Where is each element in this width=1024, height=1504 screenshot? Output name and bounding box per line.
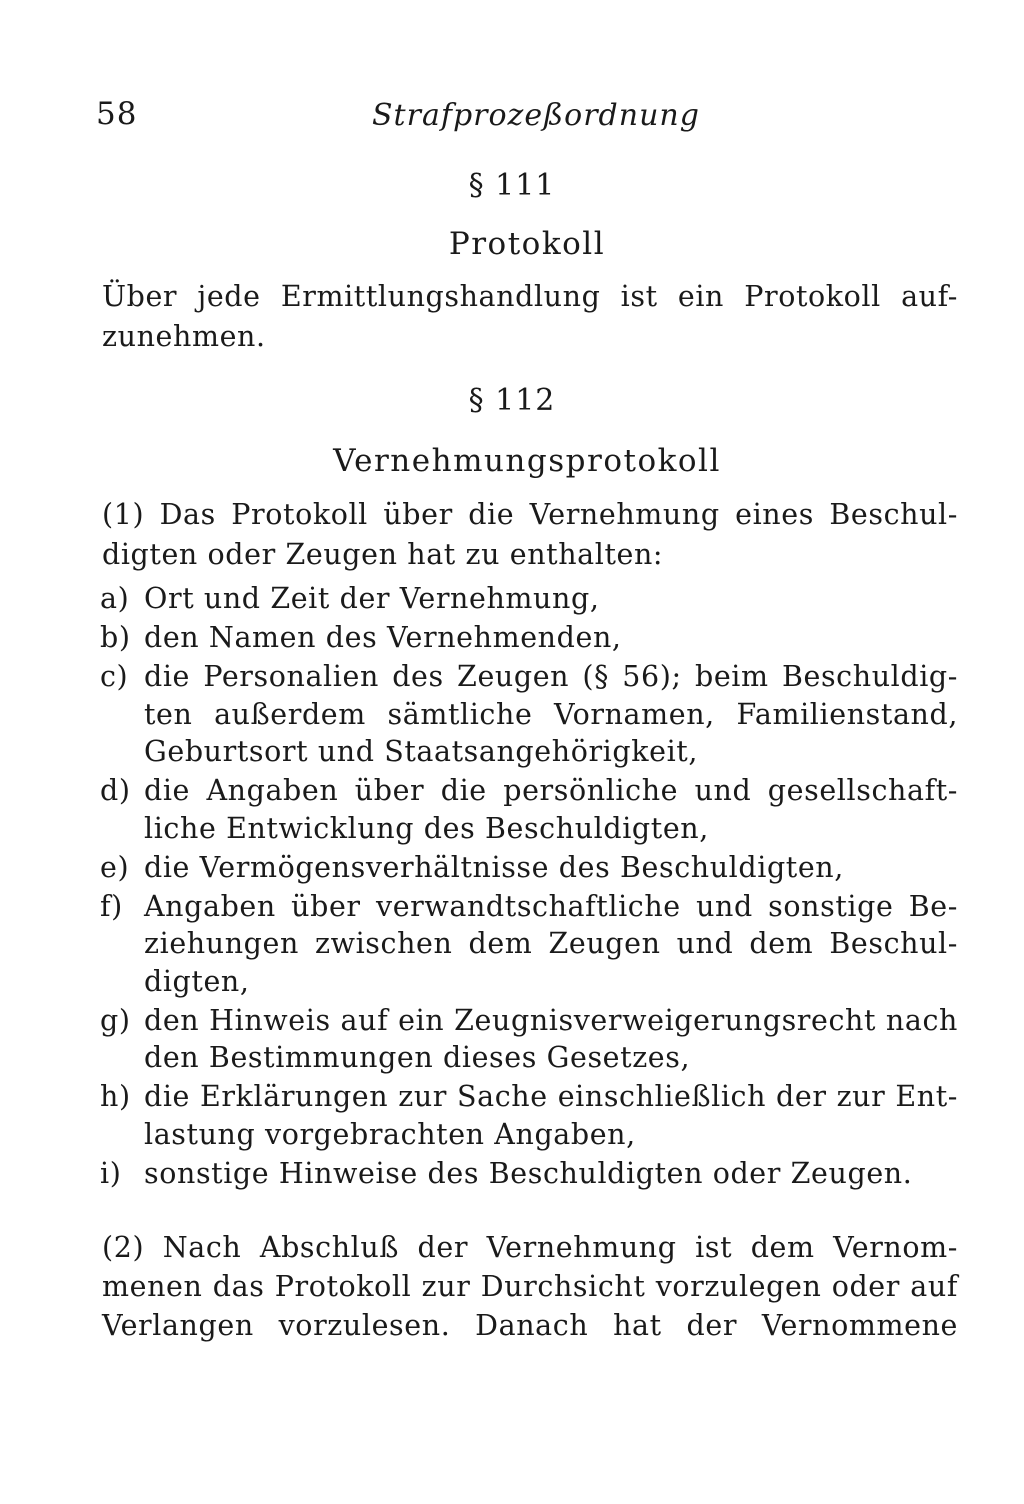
contents-list: [102, 580, 958, 1194]
list-marker: a): [100, 582, 130, 615]
list-marker: g): [100, 1003, 131, 1037]
list-marker: e): [100, 850, 130, 884]
list-item-line: die Vermögensverhältnisse des Beschuldigten,: [144, 850, 844, 884]
section-112-title: Vernehmungsprotokoll: [333, 443, 721, 479]
list-item-line: ten außerdem sämtliche Vornamen, Familienstand,: [144, 697, 958, 731]
section-112-number: § 112: [468, 383, 556, 418]
para1-line-1: (1) Das Protokoll über die Vernehmung eines Beschul-: [102, 498, 958, 531]
section-112-paragraph-1: [102, 495, 958, 575]
list-marker: i): [100, 1156, 122, 1190]
section-111-number: § 111: [468, 168, 556, 203]
para2-line-1: (2) Nach Abschluß der Vernehmung ist dem Vernom-: [102, 1231, 958, 1264]
list-item-line: den Namen des Vernehmenden,: [144, 621, 622, 654]
list-item: [102, 658, 958, 771]
list-item-line: den Hinweis auf ein Zeugnisverweigerungsrecht nach: [144, 1003, 958, 1037]
list-marker: c): [100, 660, 129, 693]
list-item-line: liche Entwicklung des Beschuldigten,: [144, 811, 709, 845]
list-item: [102, 619, 958, 657]
list-item: [102, 1155, 958, 1193]
list-item-line: Ort und Zeit der Vernehmung,: [144, 582, 600, 615]
section-111-line-2: zunehmen.: [102, 320, 266, 353]
list-item: [102, 888, 958, 1001]
running-title: Strafprozeßordnung: [372, 98, 700, 133]
list-item-line: Angaben über verwandtschaftliche und sonstige Be-: [144, 889, 958, 923]
list-marker: b): [100, 621, 131, 654]
list-marker: f): [100, 889, 123, 923]
list-marker: d): [100, 774, 131, 807]
para1-line-2: digten oder Zeugen hat zu enthalten:: [102, 538, 664, 571]
section-111-body: [102, 277, 958, 357]
list-item-line: digten,: [144, 964, 250, 998]
list-item-line: ziehungen zwischen dem Zeugen und dem Beschul-: [144, 927, 958, 960]
list-marker: h): [100, 1080, 131, 1113]
para2-line-3: Verlangen vorzulesen. Danach hat der Vernommene: [102, 1309, 958, 1342]
section-112-paragraph-2: [102, 1228, 958, 1345]
section-111-title: Protokoll: [448, 226, 606, 262]
list-item: [102, 1078, 958, 1153]
list-item: [102, 1002, 958, 1077]
page-number: 58: [96, 96, 138, 132]
list-item-line: den Bestimmungen dieses Gesetzes,: [144, 1041, 691, 1074]
list-item-line: sonstige Hinweise des Beschuldigten oder Zeugen.: [144, 1156, 913, 1190]
section-111-line-1: Über jede Ermittlungshandlung ist ein Protokoll auf-: [102, 280, 958, 313]
page-header: [96, 96, 956, 136]
list-item: [102, 772, 958, 847]
list-item-line: die Angaben über die persönliche und gesellschaft-: [144, 774, 958, 807]
list-item-line: die Personalien des Zeugen (§ 56); beim Beschuldig-: [144, 660, 958, 693]
list-item-line: die Erklärungen zur Sache einschließlich der zur Ent-: [144, 1080, 958, 1113]
list-item-line: Geburtsort und Staatsangehörigkeit,: [144, 735, 698, 768]
list-item: [102, 849, 958, 887]
list-item-line: lastung vorgebrachten Angaben,: [144, 1117, 636, 1151]
para2-line-2: menen das Protokoll zur Durchsicht vorzulegen oder auf: [102, 1270, 958, 1303]
list-item: [102, 580, 958, 618]
